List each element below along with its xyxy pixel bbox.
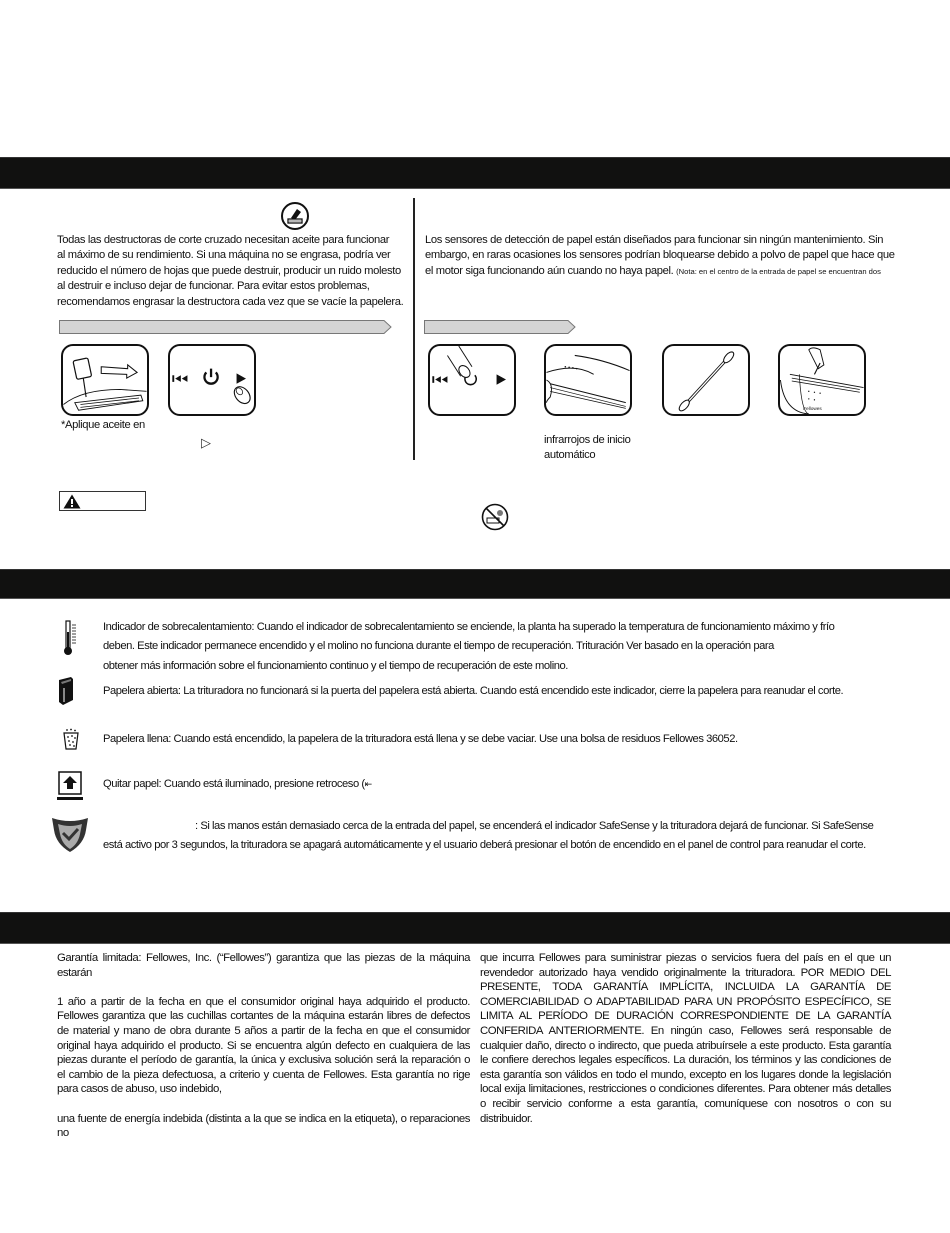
- indicator-text-line: : Si las manos están demasiado cerca de la entrada del papel, se encenderá el indicador SafeSense y la trituradora dejará de funcionar. Si SafeSense: [195, 820, 874, 832]
- warranty-paragraph: 1 año a partir de la fecha en que el consumidor original haya adquirido el producto. Fellowes garantiza que las cuchillas cortantes de la máquina estarán libres de defectos de material y mano de obra durante 5 años a partir de la fecha en que el consumidor original haya adquirido el producto. Si se encuentra algún defecto en cualquiera de las piezas durante el período de garantía, la única y exclusiva solución será la reparación o el cambio de la pieza defectuosa, a criterio y cuenta de Fellowes. Esta garantía no rige para casos de abuso, uso indebido,: [57, 995, 470, 1096]
- bin-open-icon: [57, 676, 75, 706]
- oiling-intro-line: al máximo de su rendimiento. Si una máquina no se engrasa, podría ver: [57, 249, 391, 262]
- cotton-swab-illustration: [662, 344, 750, 416]
- remove-paper-icon: [57, 770, 85, 802]
- indicator-remove-paper: [103, 775, 372, 794]
- sensors-intro-line: Los sensores de detección de papel están diseñados para funcionar sin ningún mantenimiento. Sin: [425, 234, 884, 246]
- apply-oil-illustration: [61, 344, 149, 416]
- indicator-text-line: obtener más información sobre el funcionamiento continuo y el tiempo de recuperación de este molino.: [103, 659, 568, 672]
- thermometer-icon: [64, 620, 78, 656]
- warranty-paragraph: una fuente de energía indebida (distinta a la que se indica en la etiqueta), o reparaciones no: [57, 1112, 470, 1140]
- indicator-safesense: [103, 817, 873, 856]
- sensors-caption: [544, 433, 631, 464]
- sensors-intro: [425, 233, 895, 279]
- indicator-bin-full: Papelera llena: Cuando está encendido, la papelera de la trituradora está llena y se debe vaciar. Use una bolsa de residuos Fellowes 36052.: [103, 733, 738, 745]
- indicator-overheat: [103, 618, 834, 676]
- warranty-right-column: [480, 951, 891, 1126]
- reverse-icon: ⇤: [364, 779, 372, 789]
- section-bar-warranty: [0, 912, 950, 944]
- caution-box: [59, 491, 146, 511]
- reverse-icon: [432, 376, 447, 383]
- section-bar-maintenance: [0, 157, 950, 189]
- reverse-icon: [172, 375, 187, 382]
- oiling-intro: [57, 233, 403, 310]
- warranty-paragraph: Garantía limitada: Fellowes, Inc. (“Fellowes”) garantiza que las piezas de la máquina estarán: [57, 952, 470, 979]
- oiling-caption: *Aplique aceite en: [61, 419, 145, 431]
- svg-text:Fellowes: Fellowes: [803, 407, 822, 413]
- sensors-caption-line: automático: [544, 449, 596, 462]
- oiling-intro-line: reducido el número de hojas que puede destruir, producir un ruido molesto: [57, 264, 401, 277]
- indicator-text-line: Indicador de sobrecalentamiento: Cuando el indicador de sobrecalentamiento se enciende, la planta ha superado la temperatura de funcionamiento máximo y frío: [103, 621, 835, 633]
- safesense-shield-icon: [50, 816, 90, 854]
- indicator-text-line: Quitar papel: Cuando está iluminado, presione retroceso (: [103, 778, 365, 790]
- warranty-paragraph: que incurra Fellowes para suministrar piezas o servicios fuera del país en el que un revendedor autorizado haya vendido originalmente la trituradora. POR MEDIO DEL PRESENTE, TODA GARANTÍA IMPLÍCITA, INCLUIDA LA GARANTÍA DE COMERCIABILIDAD O ADAPTABILIDAD PARA UN PROPÓSITO ESPECÍFICO, SE LIMITA AL PERÍODO DE DURACIÓN CORRESPONDIENTE DE LA GARANTÍA CONFERIDA ANTERIORMENTE. En ningún caso, Fellowes será responsable de cualquier daño, directo o indirecto, que pueda atribuírsele a este producto. Esta garantía le confiere derechos legales específicos. La duración, los términos y las condiciones de esta garantía son válidos en todo el mundo, excepto en los lugares donde la legislación local exija limitaciones, restricciones o condiciones diferentes. Para obtener más detalles o recibir servicio conforme a esta garantía, comuníquese con nosotros o con su distribuidor.: [480, 952, 891, 1125]
- no-aerosol-icon: [481, 503, 509, 531]
- sensors-intro-text: el motor siga funcionando aún cuando no haya papel.: [425, 264, 674, 277]
- oiling-intro-line: Todas las destructoras de corte cruzado necesitan aceite para funcionar: [57, 234, 390, 246]
- bin-full-icon: [62, 728, 80, 750]
- column-divider: [413, 198, 415, 460]
- indicator-bin-open: Papelera abierta: La trituradora no funcionará si la puerta del papelera está abierta. Cuando está encendido este indicador, cierre la papelera para reanudar el corte.: [103, 685, 844, 697]
- warranty-left-column: [57, 951, 470, 1141]
- forward-symbol-icon: ▷: [201, 435, 211, 450]
- indicator-text-line: está activo por 3 segundos, la trituradora se apagará automáticamente y el usuario deberá presionar el botón de encendido en el panel de control para reanudar el corte.: [103, 839, 866, 852]
- forward-icon: [497, 374, 506, 384]
- control-panel-forward-illustration: [168, 344, 256, 416]
- sensors-intro-line: embargo, en raras ocasiones los sensores podrían bloquearse debido a polvo de papel que hace que: [425, 249, 895, 262]
- sensors-caption-line: infrarrojos de inicio: [544, 434, 631, 446]
- sensors-note: (Nota: en el centro de la entrada de papel se encuentran dos: [676, 266, 881, 276]
- control-panel-power-press-illustration: [428, 344, 516, 416]
- paper-entry-sensor-illustration: [544, 344, 632, 416]
- power-icon: [204, 369, 217, 384]
- warning-triangle-icon: [63, 494, 81, 509]
- oiling-step-bar: [59, 320, 392, 334]
- section-bar-indicators: [0, 569, 950, 599]
- cleaning-sensor-illustration: [778, 344, 866, 416]
- oiling-intro-line: recomendamos engrasar la destructora cada vez que se vacíe la papelera.: [57, 295, 404, 308]
- indicator-text-line: deben. Este indicador permanece encendido y el molino no funciona durante el tiempo de recuperación. Trituración Ver basado en la operación para: [103, 640, 774, 653]
- oiling-intro-line: al destruir e incluso dejar de funcionar. Para evitar estos problemas,: [57, 280, 370, 293]
- forward-icon: [237, 373, 246, 383]
- oil-can-icon: [280, 201, 310, 231]
- sensors-intro-line: [425, 264, 895, 279]
- sensors-step-bar: [424, 320, 576, 334]
